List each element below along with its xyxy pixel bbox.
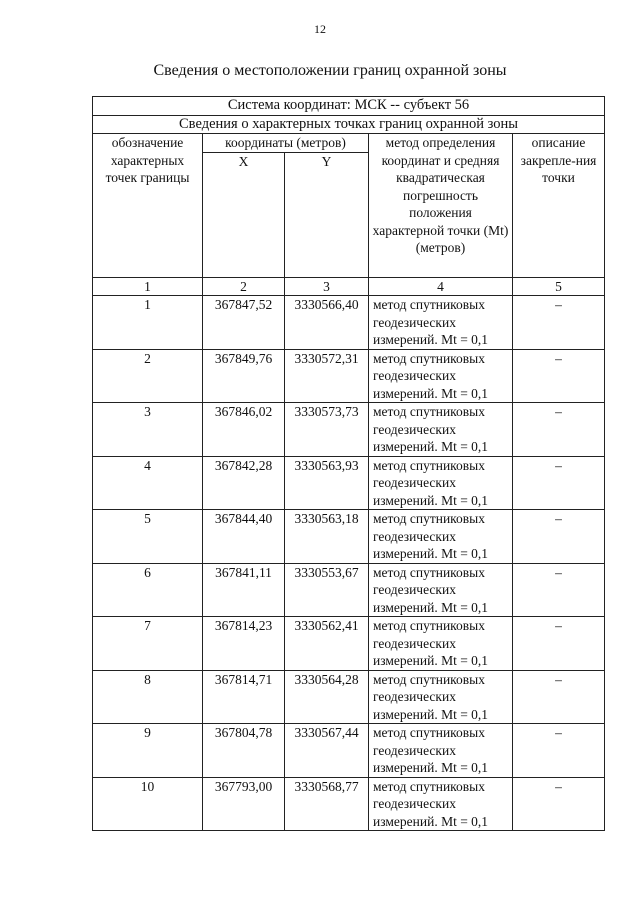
page-title: Сведения о местоположении границ охранной зоны bbox=[153, 62, 507, 79]
table-row bbox=[93, 670, 605, 724]
points-info-header: Сведения о характерных точках границ охранной зоны bbox=[93, 115, 605, 134]
method-cell: метод спутниковых геодезических измерений. Mt = 0,1 bbox=[369, 296, 513, 350]
point-number-cell: 10 bbox=[93, 777, 203, 831]
col-header-method: метод определения координат и средняя квадратическая погрешность положения характерной точки (Mt) (метров) bbox=[369, 134, 513, 278]
column-number: 3 bbox=[285, 277, 369, 296]
method-cell: метод спутниковых геодезических измерений. Mt = 0,1 bbox=[369, 403, 513, 457]
point-number-cell: 2 bbox=[93, 349, 203, 403]
col-header-x: X bbox=[203, 152, 285, 277]
method-cell: метод спутниковых геодезических измерений. Mt = 0,1 bbox=[369, 563, 513, 617]
point-number-cell: 4 bbox=[93, 456, 203, 510]
point-number-cell: 8 bbox=[93, 670, 203, 724]
description-cell: – bbox=[513, 403, 605, 457]
y-coordinate-cell: 3330564,28 bbox=[285, 670, 369, 724]
point-number-cell: 3 bbox=[93, 403, 203, 457]
col-header-description: описание закрепле-ния точки bbox=[513, 134, 605, 278]
y-coordinate-cell: 3330568,77 bbox=[285, 777, 369, 831]
point-number-cell: 1 bbox=[93, 296, 203, 350]
y-coordinate-cell: 3330563,93 bbox=[285, 456, 369, 510]
x-coordinate-cell: 367814,23 bbox=[203, 617, 285, 671]
col-header-designation: обозначение характерных точек границы bbox=[93, 134, 203, 278]
x-coordinate-cell: 367849,76 bbox=[203, 349, 285, 403]
table-row bbox=[93, 563, 605, 617]
description-cell: – bbox=[513, 777, 605, 831]
table-row bbox=[93, 403, 605, 457]
method-cell: метод спутниковых геодезических измерений. Mt = 0,1 bbox=[369, 617, 513, 671]
x-coordinate-cell: 367804,78 bbox=[203, 724, 285, 778]
y-coordinate-cell: 3330563,18 bbox=[285, 510, 369, 564]
page-number: 12 bbox=[314, 22, 326, 36]
table-row bbox=[93, 456, 605, 510]
column-number: 4 bbox=[369, 277, 513, 296]
description-cell: – bbox=[513, 456, 605, 510]
point-number-cell: 9 bbox=[93, 724, 203, 778]
point-number-cell: 6 bbox=[93, 563, 203, 617]
x-coordinate-cell: 367793,00 bbox=[203, 777, 285, 831]
column-number: 5 bbox=[513, 277, 605, 296]
column-number: 2 bbox=[203, 277, 285, 296]
y-coordinate-cell: 3330566,40 bbox=[285, 296, 369, 350]
column-numbers-row bbox=[93, 277, 605, 296]
method-cell: метод спутниковых геодезических измерений. Mt = 0,1 bbox=[369, 456, 513, 510]
point-number-cell: 5 bbox=[93, 510, 203, 564]
method-cell: метод спутниковых геодезических измерений. Mt = 0,1 bbox=[369, 510, 513, 564]
x-coordinate-cell: 367847,52 bbox=[203, 296, 285, 350]
table-row bbox=[93, 724, 605, 778]
point-number-cell: 7 bbox=[93, 617, 203, 671]
description-cell: – bbox=[513, 296, 605, 350]
description-cell: – bbox=[513, 563, 605, 617]
description-cell: – bbox=[513, 617, 605, 671]
x-coordinate-cell: 367844,40 bbox=[203, 510, 285, 564]
x-coordinate-cell: 367841,11 bbox=[203, 563, 285, 617]
description-cell: – bbox=[513, 670, 605, 724]
description-cell: – bbox=[513, 724, 605, 778]
method-cell: метод спутниковых геодезических измерений. Mt = 0,1 bbox=[369, 724, 513, 778]
y-coordinate-cell: 3330562,41 bbox=[285, 617, 369, 671]
description-cell: – bbox=[513, 510, 605, 564]
coordinate-system-header: Система координат: МСК -- субъект 56 bbox=[93, 97, 605, 116]
table-row bbox=[93, 510, 605, 564]
boundary-points-table bbox=[92, 96, 605, 831]
method-cell: метод спутниковых геодезических измерений. Mt = 0,1 bbox=[369, 777, 513, 831]
method-cell: метод спутниковых геодезических измерений. Mt = 0,1 bbox=[369, 349, 513, 403]
x-coordinate-cell: 367842,28 bbox=[203, 456, 285, 510]
column-number: 1 bbox=[93, 277, 203, 296]
x-coordinate-cell: 367846,02 bbox=[203, 403, 285, 457]
y-coordinate-cell: 3330573,73 bbox=[285, 403, 369, 457]
method-cell: метод спутниковых геодезических измерений. Mt = 0,1 bbox=[369, 670, 513, 724]
col-header-coordinates: координаты (метров) bbox=[203, 134, 369, 153]
table-row bbox=[93, 777, 605, 831]
y-coordinate-cell: 3330572,31 bbox=[285, 349, 369, 403]
table-row bbox=[93, 296, 605, 350]
table-row bbox=[93, 617, 605, 671]
col-header-y: Y bbox=[285, 152, 369, 277]
x-coordinate-cell: 367814,71 bbox=[203, 670, 285, 724]
description-cell: – bbox=[513, 349, 605, 403]
y-coordinate-cell: 3330567,44 bbox=[285, 724, 369, 778]
table-row bbox=[93, 349, 605, 403]
y-coordinate-cell: 3330553,67 bbox=[285, 563, 369, 617]
